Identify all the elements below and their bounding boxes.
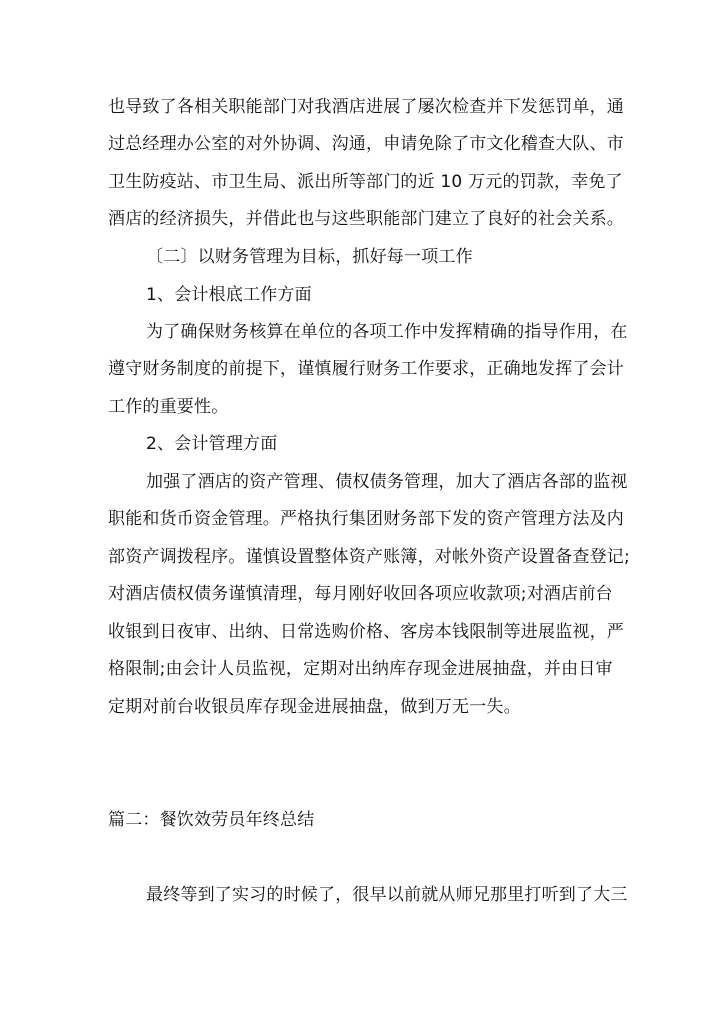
paragraph-line: 部资产调拨程序。谨慎设置整体资产账簿，对帐外资产设置备查登记; — [108, 547, 630, 567]
paragraph-line: 为了确保财务核算在单位的各项工作中发挥精确的指导作用，在 — [146, 322, 628, 342]
paragraph-line: 遵守财务制度的前提下，谨慎履行财务工作要求，正确地发挥了会计 — [108, 359, 624, 379]
paragraph-line: 对酒店债权债务谨慎清理，每月刚好收回各项应收款项;对酒店前台 — [108, 584, 613, 604]
paragraph-line: 最终等到了实习的时候了，很早以前就从师兄那里打听到了大三 — [146, 885, 628, 905]
paragraph-line: 工作的重要性。 — [108, 397, 229, 417]
subsection-heading: 1、会计根底工作方面 — [146, 285, 312, 305]
paragraph-line: 卫生防疫站、市卫生局、派出所等部门的近 10 万元的罚款，幸免了 — [108, 172, 623, 192]
paragraph-line: 酒店的经济损失，并借此也与这些职能部门建立了良好的社会关系。 — [108, 209, 624, 229]
paragraph-line: 过总经理办公室的对外协调、沟通，申请免除了市文化稽查大队、市 — [108, 134, 624, 154]
article-title: 篇二：餐饮效劳员年终总结 — [108, 810, 315, 830]
paragraph-line: 格限制;由会计人员监视，定期对出纳库存现金进展抽盘，并由日审 — [108, 659, 613, 679]
paragraph-line: 也导致了各相关职能部门对我酒店进展了屡次检查并下发惩罚单，通 — [108, 97, 624, 117]
paragraph-line: 收银到日夜审、出纳、日常选购价格、客房本钱限制等进展监视，严 — [108, 622, 624, 642]
paragraph-line: 职能和货币资金管理。严格执行集团财务部下发的资产管理方法及内 — [108, 509, 624, 529]
paragraph-line: 定期对前台收银员库存现金进展抽盘，做到万无一失。 — [108, 697, 521, 717]
paragraph-line: 加强了酒店的资产管理、债权债务管理，加大了酒店各部的监视 — [146, 472, 628, 492]
subsection-heading: 2、会计管理方面 — [146, 434, 278, 454]
section-heading: 〔二〕以财务管理为目标，抓好每一项工作 — [146, 247, 473, 267]
